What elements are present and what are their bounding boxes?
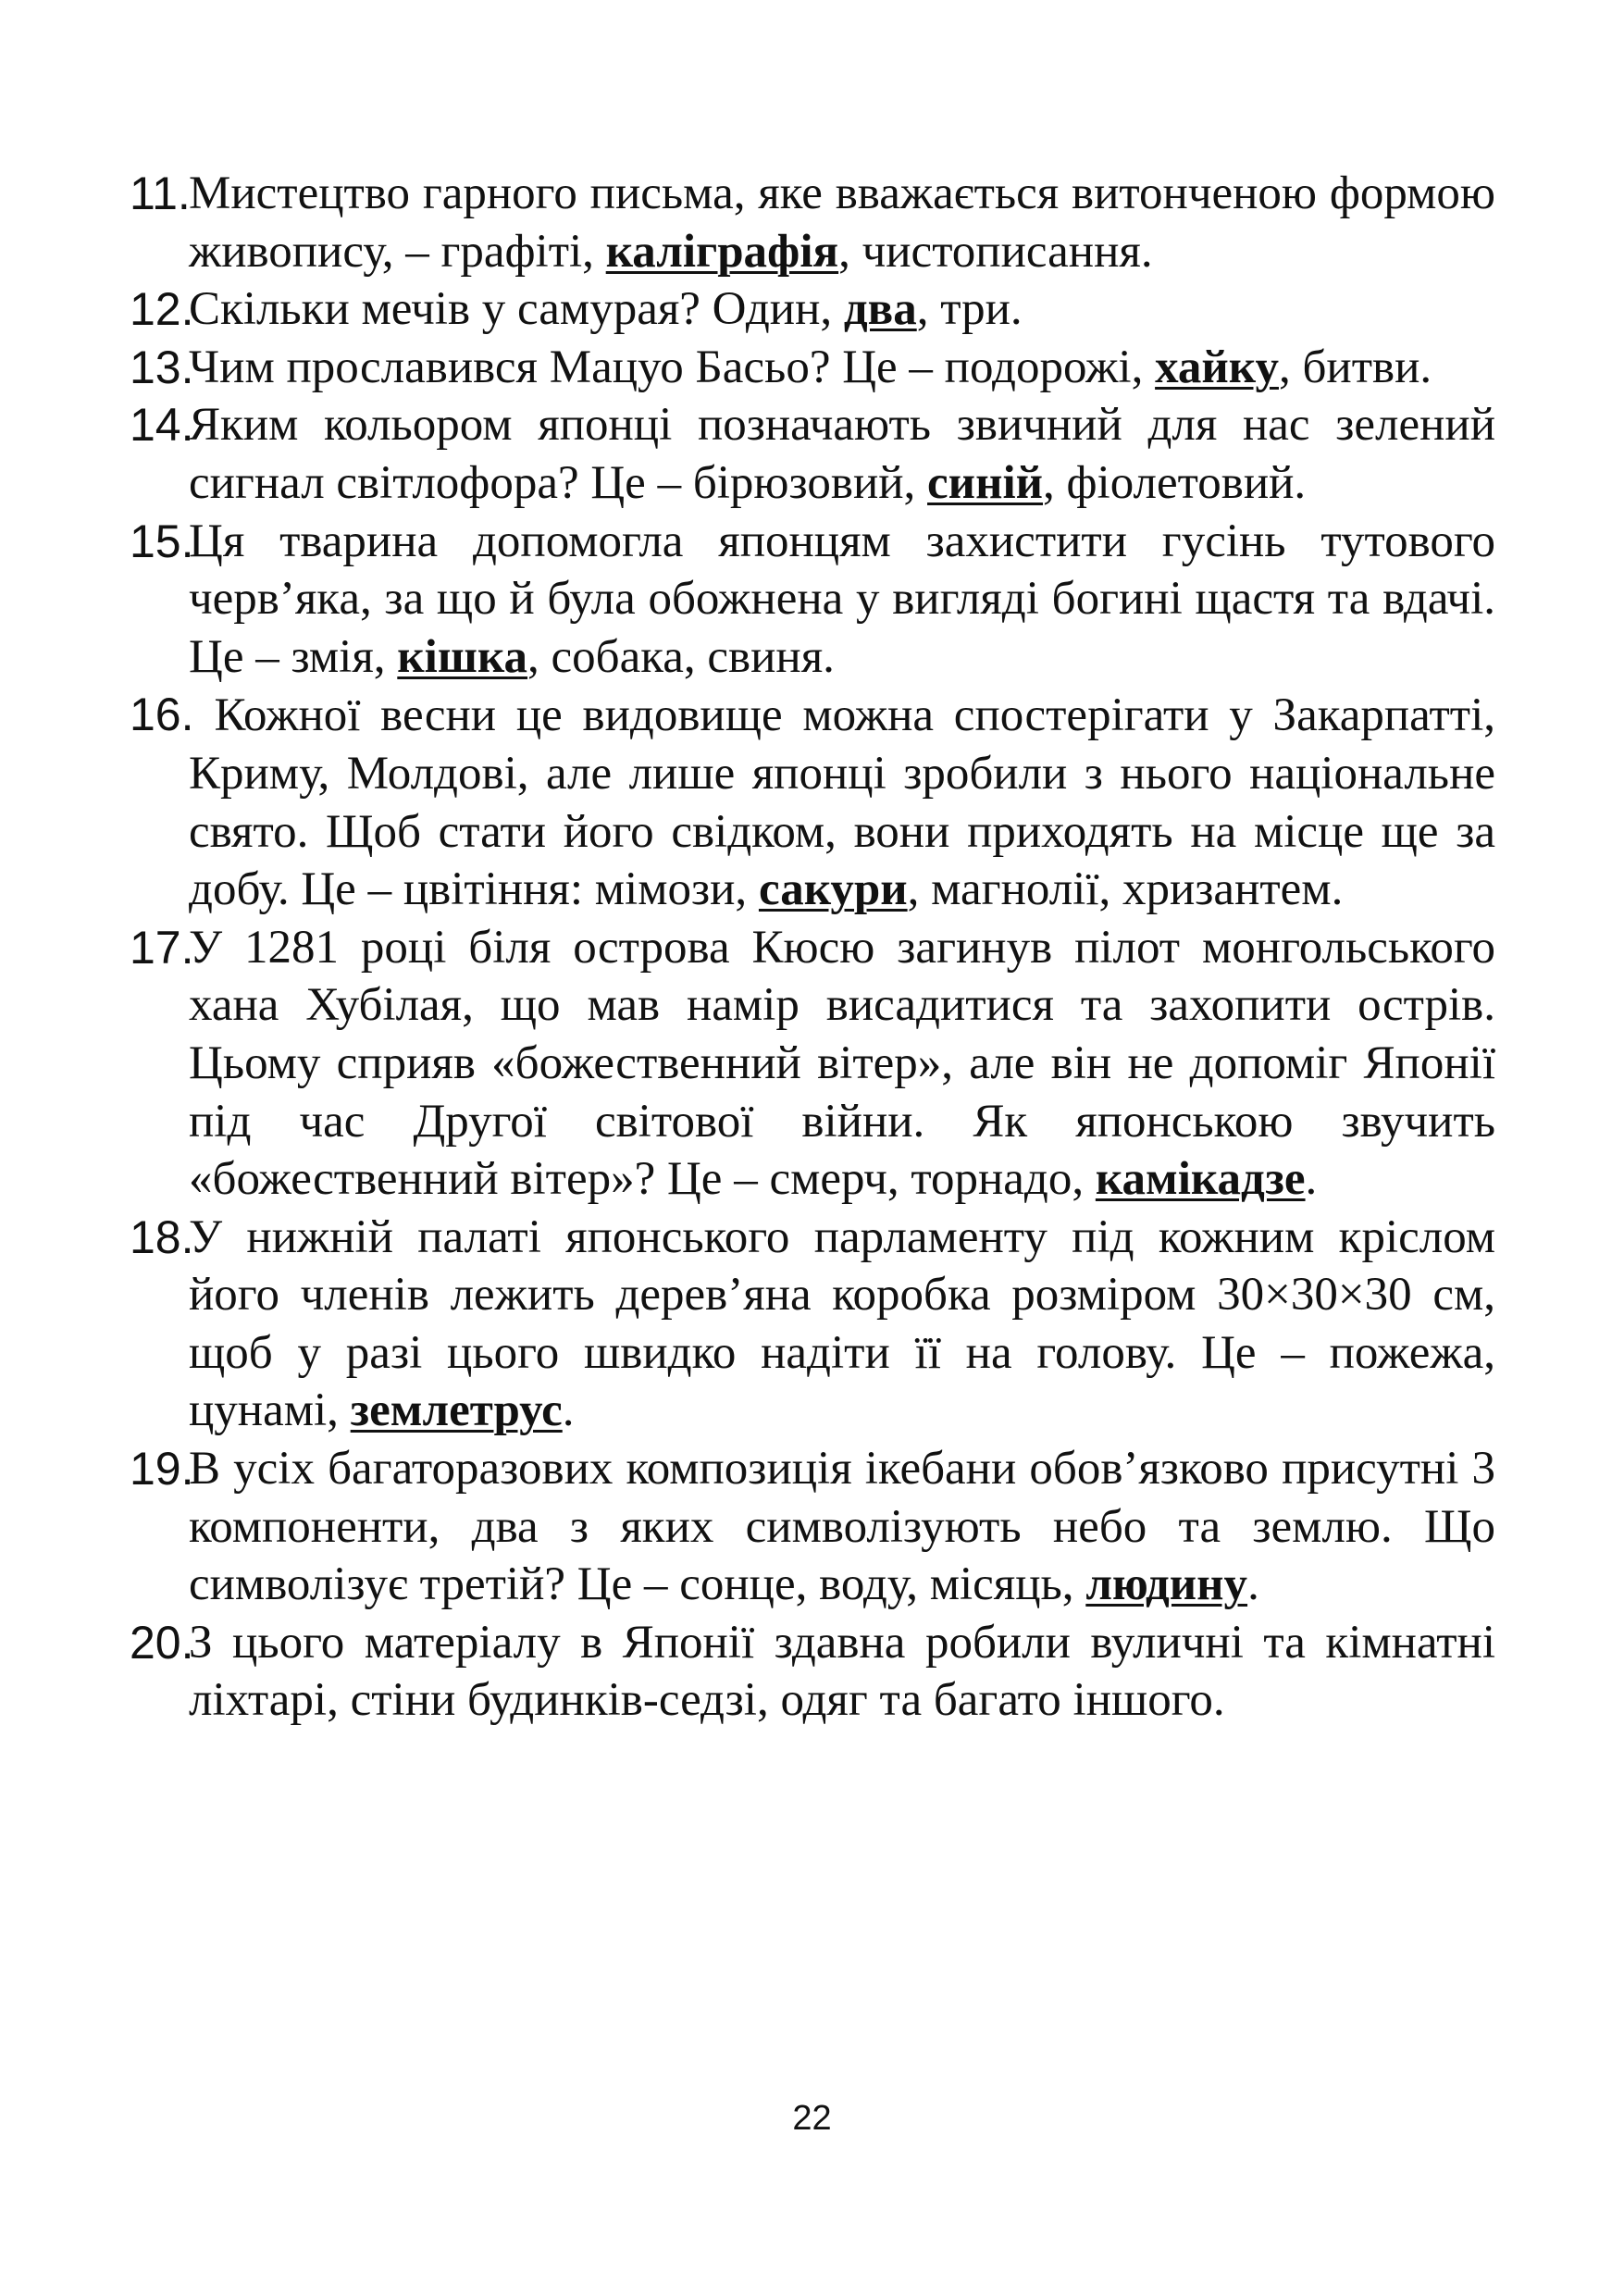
- question-text-end: , магнолії, хризантем.: [907, 863, 1344, 916]
- correct-answer: камікадзе: [1095, 1153, 1306, 1206]
- quiz-question-11: [130, 165, 1495, 280]
- question-number: 14.: [130, 399, 194, 452]
- page-number: 22: [792, 2099, 832, 2138]
- question-text: Чим прославився Мацуо Басьо? Це – подорожі,: [189, 341, 1156, 393]
- quiz-question-13: [130, 339, 1495, 397]
- question-text: Яким кольором японці позначають звичний для нас зелений сигнал світлофора? Це – бірюзовий,: [189, 399, 1495, 509]
- question-number: 17.: [130, 921, 194, 974]
- question-number: 18.: [130, 1210, 194, 1263]
- question-number: 19.: [130, 1443, 194, 1496]
- correct-answer: кішка: [397, 630, 528, 683]
- question-text-end: , битви.: [1278, 341, 1432, 393]
- question-text-end: .: [1305, 1153, 1318, 1206]
- question-text-end: .: [1247, 1558, 1259, 1611]
- correct-answer: землетрус: [350, 1384, 563, 1437]
- correct-answer: каліграфія: [605, 225, 839, 278]
- quiz-question-18: [130, 1209, 1495, 1440]
- question-text-end: , чистописання.: [838, 225, 1153, 278]
- correct-answer: два: [843, 283, 917, 336]
- question-number: 11.: [130, 168, 191, 219]
- question-text: З цього матеріалу в Японії здавна робили вуличні та кімнатні ліхтарі, стіни будинків-седзі, одяг та багато іншого.: [189, 1616, 1495, 1727]
- quiz-question-12: [130, 280, 1495, 339]
- question-text: Ця тварина допомогла японцям захистити гусінь тутового черв’яка, за що й була обожнена у вигляді богині щастя та вдачі. Це – змія,: [189, 515, 1495, 683]
- correct-answer: сакури: [758, 863, 908, 916]
- quiz-question-19: [130, 1440, 1495, 1614]
- correct-answer: хайку: [1155, 341, 1279, 393]
- correct-answer: синій: [927, 456, 1044, 509]
- quiz-question-20: [130, 1614, 1495, 1730]
- quiz-question-14: [130, 396, 1495, 512]
- question-number: 13.: [130, 341, 194, 393]
- quiz-question-list: [130, 165, 1495, 1730]
- question-text: У нижній палаті японського парламенту під кожним кріслом його членів лежить дерев’яна коробка розміром 30×30×30 см, щоб у разі цього швидко надіти її на голову. Це – пожежа, цунамі,: [189, 1210, 1495, 1437]
- correct-answer: людину: [1085, 1558, 1248, 1611]
- question-number: 12.: [130, 283, 194, 336]
- question-text-end: , собака, свиня.: [527, 630, 835, 683]
- question-text-end: .: [562, 1384, 575, 1437]
- question-text: У 1281 році біля острова Кюсю загинув пілот монгольського хана Хубілая, що мав намір висадитися та захопити острів. Цьому сприяв «божественний вітер», але він не допоміг Японії під час Другої світової війни. Як японською звучить «божественний вітер»? Це – смерч, торнадо,: [189, 921, 1495, 1206]
- question-text-end: , фіолетовий.: [1043, 456, 1307, 509]
- quiz-question-17: [130, 919, 1495, 1209]
- question-text: В усіх багаторазових композиція ікебани обов’язково присутні 3 компоненти, два з яких символізують небо та землю. Що символізує третій? Це – сонце, воду, місяць,: [189, 1443, 1495, 1611]
- question-text-end: , три.: [916, 283, 1023, 336]
- question-number: 15.: [130, 515, 194, 567]
- question-text: Кожної весни це видовище можна спостерігати у Закарпатті, Криму, Молдові, але лише японці зробили з нього національне свято. Щоб стати його свідком, вони приходять на місце ще за добу. Це – цвітіння: мімози,: [189, 689, 1495, 916]
- quiz-question-16: [130, 686, 1495, 918]
- question-text: Скільки мечів у самурая? Один,: [189, 283, 844, 336]
- question-number: 20.: [130, 1616, 194, 1669]
- question-number: 16.: [130, 689, 194, 741]
- question-text: Мистецтво гарного письма, яке вважається витонченою формою живопису, – графіті,: [189, 168, 1495, 278]
- quiz-question-15: [130, 513, 1495, 687]
